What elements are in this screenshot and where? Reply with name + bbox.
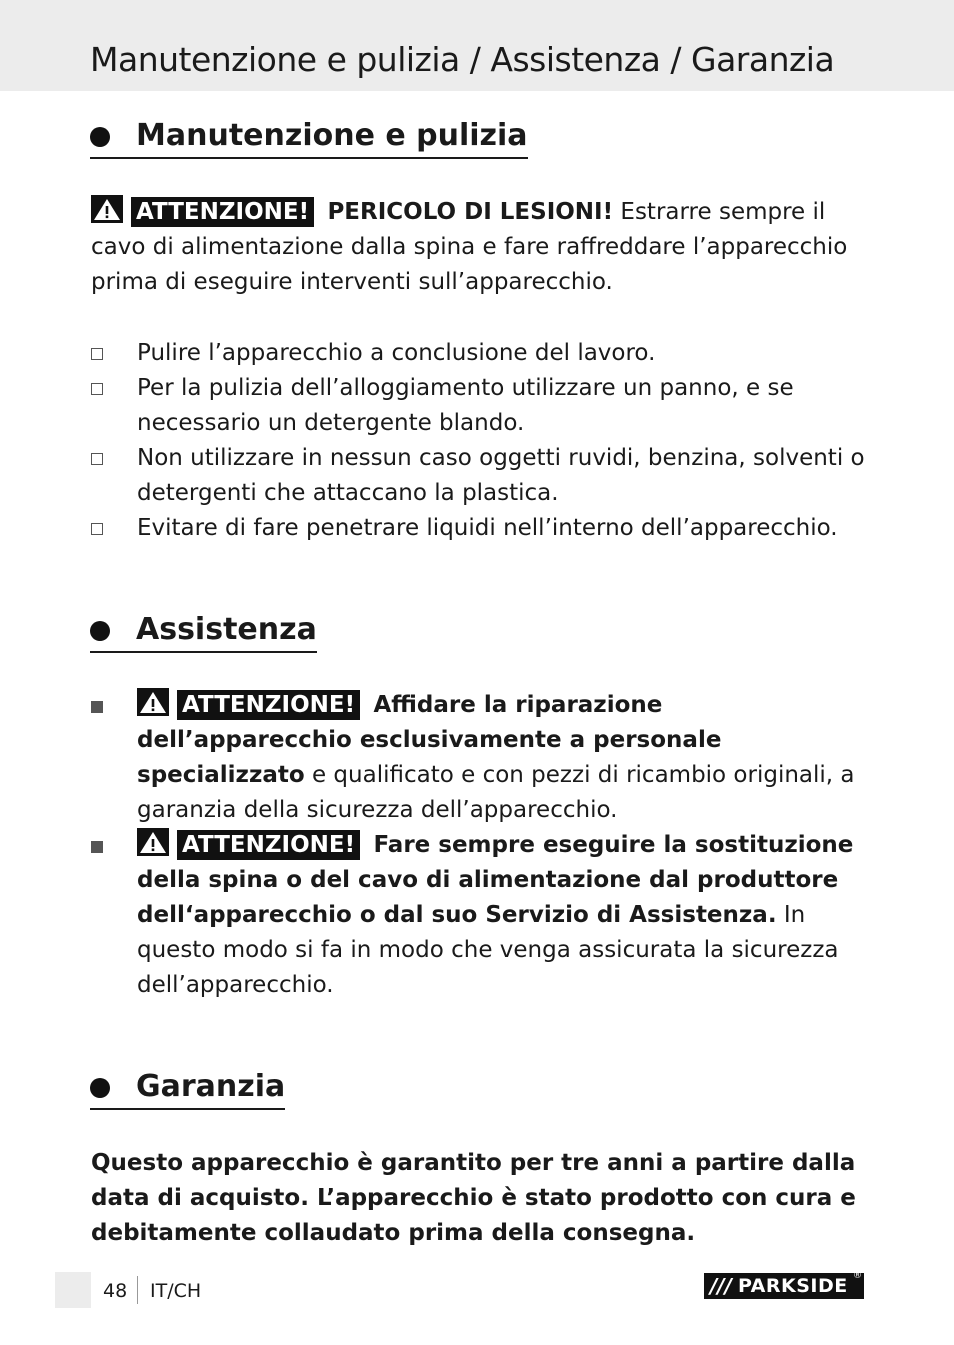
footer-divider bbox=[137, 1276, 138, 1304]
warning-text: Estrarre sempre il cavo di alimentazione dalla spina e fare raffreddare l’apparecchio prima di eseguire interventi sull’apparecchio. bbox=[91, 199, 848, 295]
logo-text: PARKSIDE bbox=[738, 1275, 848, 1297]
checkbox-bullet-icon bbox=[91, 453, 103, 465]
registered-mark: ® bbox=[853, 1271, 862, 1281]
section-heading-text: Garanzia bbox=[136, 1069, 286, 1104]
checkbox-bullet-icon bbox=[91, 383, 103, 395]
service-bold-text: Fare sempre eseguire la sostituzione della spina o del cavo di alimentazione dal produttore dell‘apparecchio o dal suo Servizio di Assistenza. bbox=[137, 832, 854, 928]
warning-triangle-icon bbox=[137, 688, 169, 716]
section-heading bbox=[90, 612, 317, 653]
warning-paragraph bbox=[91, 195, 866, 300]
checkbox-bullet-icon bbox=[91, 348, 103, 360]
list-item bbox=[91, 511, 871, 546]
section-heading-text: Manutenzione e pulizia bbox=[136, 118, 528, 153]
list-item-text: Non utilizzare in nessun caso oggetti ruvidi, benzina, solventi o detergenti che attaccano la plastica. bbox=[137, 445, 865, 506]
section-heading bbox=[90, 1069, 285, 1110]
warning-bold-text: PERICOLO DI LESIONI! bbox=[327, 199, 614, 225]
square-bullet-icon bbox=[91, 841, 103, 853]
list-item-text: Pulire l’apparecchio a conclusione del lavoro. bbox=[137, 340, 656, 366]
page-title: Manutenzione e pulizia / Assistenza / Garanzia bbox=[90, 40, 835, 79]
warning-triangle-icon bbox=[91, 195, 123, 223]
list-item bbox=[91, 336, 871, 371]
maintenance-list bbox=[91, 336, 871, 546]
service-bold-text: Affidare la riparazione dell’apparecchio esclusivamente a personale specializzato bbox=[137, 692, 722, 788]
page-number: 48 bbox=[103, 1280, 128, 1302]
section-heading-text: Assistenza bbox=[136, 612, 317, 647]
square-bullet-icon bbox=[91, 701, 103, 713]
bullet-dot-icon bbox=[90, 127, 110, 147]
footer-box bbox=[55, 1272, 91, 1308]
section-maintenance bbox=[90, 118, 528, 159]
section-service bbox=[90, 612, 317, 653]
section-heading bbox=[90, 118, 528, 159]
warranty-paragraph: Questo apparecchio è garantito per tre anni a partire dalla data di acquisto. L’apparecchio è stato prodotto con cura e debitamente collaudato prima della consegna. bbox=[91, 1150, 856, 1246]
language-code: IT/CH bbox=[150, 1280, 202, 1302]
logo-stripes-icon: /// bbox=[710, 1274, 732, 1298]
service-list bbox=[91, 688, 871, 1003]
attention-badge: ATTENZIONE! bbox=[131, 197, 314, 227]
warning-triangle-icon bbox=[137, 828, 169, 856]
list-item-text: Per la pulizia dell’alloggiamento utilizzare un panno, e se necessario un detergente blando. bbox=[137, 375, 794, 436]
list-item bbox=[91, 441, 871, 511]
list-item bbox=[91, 828, 871, 1003]
checkbox-bullet-icon bbox=[91, 523, 103, 535]
attention-badge: ATTENZIONE! bbox=[177, 830, 360, 860]
list-item-text: Evitare di fare penetrare liquidi nell’interno dell’apparecchio. bbox=[137, 515, 838, 541]
service-text: In questo modo si fa in modo che venga assicurata la sicurezza dell’apparecchio. bbox=[137, 902, 839, 998]
attention-badge: ATTENZIONE! bbox=[177, 690, 360, 720]
bullet-dot-icon bbox=[90, 1078, 110, 1098]
list-item bbox=[91, 371, 871, 441]
service-text: e qualificato e con pezzi di ricambio originali, a garanzia della sicurezza dell’apparecchio. bbox=[137, 762, 855, 823]
bullet-dot-icon bbox=[90, 621, 110, 641]
parkside-logo bbox=[704, 1273, 864, 1299]
section-warranty bbox=[90, 1069, 285, 1110]
list-item bbox=[91, 688, 871, 828]
